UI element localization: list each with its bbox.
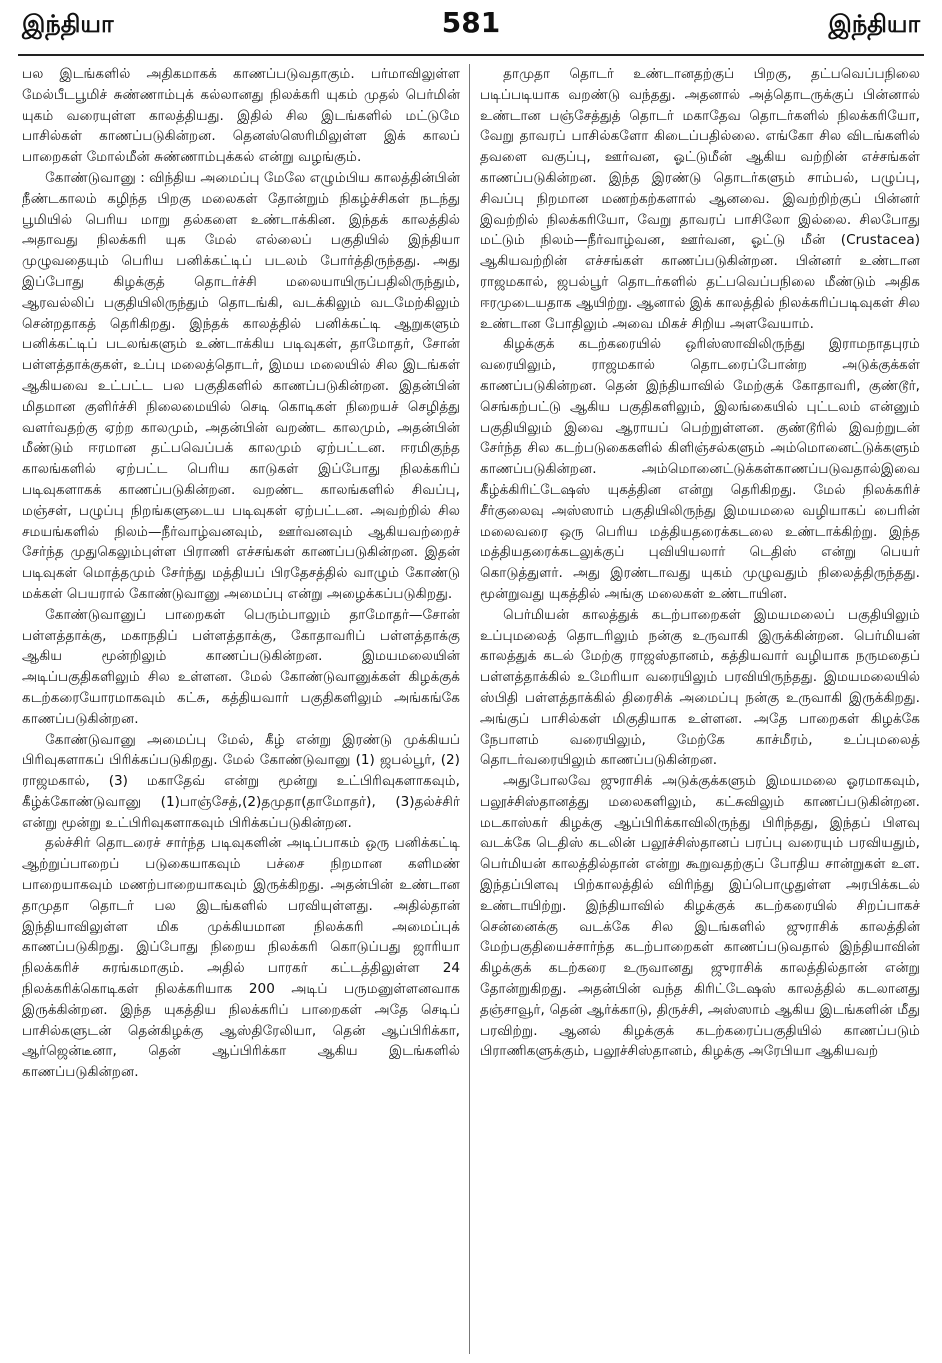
page-number: 581 (441, 6, 501, 39)
paragraph: அதுபோலவே ஜுராசிக் அடுக்குக்களும் இமயமலை ஓரமாகவும், பலூச்சிஸ்தானத்து மலைகளிலும், கட்சுவிலும் காணப்படுகின்றன. மடகாஸ்கர் கிழக்கு ஆப்பிரிக்காவிலிருந்து பிரிந்தது, இந்தப் பிளவு வடக்கே டெதிஸ் கடலின் பலூச்சிஸ்தானப் பரப்பு வரையும் பரவியதும், பெர்மியன் காலத்தில்தான் என்று கூறுவதற்குப் போதிய சான்றுகள் உள. இந்தப்பிளவு பிற்காலத்தில் விரிந்து இப்பொழுதுள்ள அரபிக்கடல் உண்டாயிற்று. இந்தியாவில் கிழக்குக் கடற்கரையில் சிறப்பாகச் சென்னைக்கு வடக்கே சில இடங்களில் ஜுராசிக் காலத்தின் மேற்பகுதியைச்சார்ந்த கடற்பாறைகள் காணப்படுவதால் இந்தியாவின் கிழக்குக் கடற்கரை உருவானது ஜுராசிக் காலத்தில்தான் என்று தோன்றுகிறது. அதன்பின் வந்த கிரிட்டேஷஸ் காலத்தில் கடலானது தஞ்சாவூர், தென் ஆர்க்காடு, திருச்சி, அஸ்ஸாம் ஆகிய இடங்களின் மீது பரவிற்று. ஆனல் கிழக்குக் கடற்கரைப்பகுதியில் காணப்படும் பிராணிகளுக்கும், பலூச்சிஸ்தானம், கிழக்கு அரேபியா ஆகியவற் (480, 773, 920, 1060)
right-column (480, 64, 920, 1354)
paragraph: பல இடங்களில் அதிகமாகக் காணப்படுவதாகும். பர்மாவிலுள்ள மேல்பீடபூமிச் சுண்ணாம்புக் கல்லானது நிலக்கரி யுகம் முதல் பெர்மின் யுகம் வரையுள்ள காலத்தியது. இதில் சில இடங்களில் மட்டுமே பாசில்கள் காணப்படுகின்றன. தெனஸ்ஸெரிமிலுள்ள இக் காலப் பாறைகள் மோல்மீன் சுண்ணாம்புக்கல் என்று வழங்கும். (22, 66, 460, 166)
paragraph: பெர்மியன் காலத்துக் கடற்பாறைகள் இமயமலைப் பகுதியிலும் உப்புமலைத் தொடரிலும் நன்கு உருவாகி இருக்கின்றன. பெர்மியன் காலத்துக் கடல் மேற்கு ராஜஸ்தானம், கத்தியவார் வழியாக நருமதைப் பள்ளத்தாக்கில் உமேரியா வரையிலும் பரவியிருந்தது. இமயமலையில் ஸ்பிதி பள்ளத்தாக்கில் திரைசிக் அமைப்பு நன்கு உருவாகி இருக்கிறது. அங்குப் பாசில்கள் மிகுதியாக உள்ளன. அதே பாறைகள் கிழக்கே நேபாளம் வரையிலும், மேற்கே காச்மீரம், உப்புமலைத் தொடர்வரையிலும் காணப்படுகின்றன. (480, 606, 920, 769)
paragraph: கோண்டுவானு : விந்திய அமைப்பு மேலே எழும்பிய காலத்தின்பின் நீண்டகாலம் கழிந்த பிறகு மலைகள் தோன்றும் நிகழ்ச்சிகள் நடந்து பூமியில் பெரிய மாறு தல்களை உண்டாக்கின. இந்தக் காலத்தில் அதாவது நிலக்கரி யுக மேல் எல்லைப் பகுதியில் இந்தியா முழுவதையும் பெரிய பனிக்கட்டிப் படலம் போர்த்திருந்தது. அது இப்போது கிழக்குத் தொடர்ச்சி மலையாயிருப்பதிலிருந்தும், ஆரவல்லிப் பகுதியிலிருந்தும் தொடங்கி, வடக்கிலும் வடமேற்கிலும் சென்றதாகத் தெரிகிறது. இந்தக் காலத்தில் பனிக்கட்டி ஆறுகளும் பனிக்கட்டிப் படலங்களும் உண்டாக்கிய படிவுகள், தாமோதர், சோன் பள்ளத்தாக்குகள், உப்பு மலைத்தொடர், இமய மலையில் சில இடங்கள் ஆகியவை உட்பட்ட பல பகுதிகளில் காணப்படுகின்றன. இதன்பின் மிதமான குளிர்ச்சி நிலைமையில் செடி கொடிகள் நிறையச் செழித்து வளர்வதற்கு ஏற்ற காலமும், அதன்பின் வறண்ட காலமும், அதன்பின் மீண்டும் ஈரமான தட்பவெப்பக் காலமும் ஏற்பட்டன. ஈரமிகுந்த காலங்களில் ஏற்பட்ட பெரிய காடுகள் இப்போது நிலக்கரிப் படிவுகளாகக் காணப்படுகின்றன. வறண்ட காலங்களில் சிவப்பு, மஞ்சள், பழுப்பு நிறங்களுடைய படிவுகள் ஏற்பட்டன. அவற்றில் சில சமயங்களில் நிலம்—நீர்வாழ்வனவும், ஊர்வனவும் ஆகியவற்றைச் சேர்ந்த முதுகெலும்புள்ள பிராணி எச்சங்கள் காணப்படுகின்றன. இதன் படிவுகள் மொத்தமும் சேர்ந்து மத்தியப் பிரதேசத்தில் வாழும் கோண்டு மக்கள் பெயரால் கோண்டுவானு அமைப்பு என்று அழைக்கப்படுகிறது. (22, 169, 460, 602)
left-column (22, 64, 460, 1354)
running-title-right: இந்தியா (828, 10, 920, 38)
paragraph: கோண்டுவானுப் பாறைகள் பெரும்பாலும் தாமோதர்—சோன் பள்ளத்தாக்கு, மகாநதிப் பள்ளத்தாக்கு, கோதாவரிப் பள்ளத்தாக்கு ஆகிய மூன்றிலும் காணப்படுகின்றன. இமயமலையின் அடிப்பகுதிகளிலும் சில உள்ளன. மேல் கோண்டுவானுக்கள் கிழக்குக் கடற்கரையோரமாகவும் கட்சு, கத்தியவார் பகுதிகளிலும் அங்கங்கே காணப்படுகின்றன. (22, 606, 460, 727)
paragraph: கோண்டுவானு அமைப்பு மேல், கீழ் என்று இரண்டு முக்கியப் பிரிவுகளாகப் பிரிக்கப்படுகிறது. மேல் கோண்டுவானு (1) ஜபல்பூர், (2) ராஜமகால், (3) மகாதேவ் என்று மூன்று உட்பிரிவுகளாகவும், கீழ்க்கோண்டுவானு (1)பாஞ்சேத்,(2)தமுதா(தாமோதர்), (3)தல்ச்சிர் என்று மூன்று உட்பிரிவுகளாகவும் பிரிக்கப்படுகின்றன. (22, 731, 460, 831)
paragraph: கிழக்குக் கடற்கரையில் ஒரிஸ்ஸாவிலிருந்து இராமநாதபுரம் வரையிலும், ராஜமகால் தொடரைப்போன்ற அடுக்குக்கள் காணப்படுகின்றன. தென் இந்தியாவில் மேற்குக் கோதாவரி, குண்டூர், செங்கற்பட்டு ஆகிய பகுதிகளிலும், இலங்கையில் புட்டலம் என்னும் பகுதியிலும் இவை ஆராயப் பெற்றுள்ளன. குண்டூரில் இவற்றுடன் சேர்ந்த சில கடற்படுகைகளில் கிளிஞ்சல்களும் அம்மொனைட்டுக்களும் காணப்படுகின்றன. அம்மொனைட்டுக்கள்காணப்படுவதால்இவை கீழ்க்கிரிட்டேஷஸ் யுகத்தின என்று தெரிகிறது. மேல் நிலக்கரிச் சீர்குலைவு அஸ்ஸாம் பகுதியிலிருந்து இமயமலை வழியாகப் பைரின் மலைவரை ஒரு பெரிய மத்தியதரைக்கடலை உண்டாக்கிற்று. இந்த மத்தியதரைக்கடலுக்குப் புவியியலார் டெதிஸ் என்று பெயர் கொடுத்துளர். அது இரண்டாவது யுகம் முழுவதும் நிலைத்திருந்தது. மூன்றுவது யுகத்தில் அங்கு மலைகள் உண்டாயின. (480, 336, 920, 602)
running-title-left: இந்தியா (22, 10, 114, 38)
paragraph: தாமுதா தொடர் உண்டானதற்குப் பிறகு, தட்பவெப்பநிலை படிப்படியாக வறண்டு வந்தது. அதனால் அத்தொடருக்குப் பின்னால் உண்டான பஞ்சேத்துத் தொடர் மகாதேவ தொடர்களில் நிலக்கரியோ, வேறு தாவரப் பாசில்களோ கிடைப்பதில்லை. எங்கோ சில விடங்களில் தவளை வகுப்பு, ஊர்வன, ஓட்டுமீன் ஆகிய வற்றின் எச்சங்கள் காணப்படுகின்றன. இந்த இரண்டு தொடர்களும் சாம்பல், பழுப்பு, சிவப்பு நிறமான மணற்கற்களால் ஆனவை. இவற்றிற்குப் பின்னர் இவற்றில் நிலக்கரியோ, வேறு தாவரப் பாசிலோ இல்லை. சிலபோது மட்டும் நிலம்—நீர்வாழ்வன, ஊர்வன, ஓட்டு மீன் (Crustacea) ஆகியவற்றின் எச்சங்கள் காணப்படுகின்றன. பின்னர் உண்டான ராஜமகால், ஜபல்பூர் தொடர்களில் தட்பவெப்பநிலை மீண்டும் அதிக ஈரமுடையதாக ஆயிற்று. ஆனால் இக் காலத்தில் நிலக்கரிப்படிவுகள் சில உண்டான போதிலும் அவை மிகச் சிறிய அளவேயாம். (480, 66, 920, 332)
header-rule (18, 54, 924, 56)
page-header (0, 0, 942, 62)
column-divider (469, 64, 470, 1354)
paragraph: தல்ச்சிர் தொடரைச் சார்ந்த படிவுகளின் அடிப்பாகம் ஒரு பனிக்கட்டி ஆற்றுப்பாறைப் படுகையாகவும் பச்சை நிறமான களிமண் பாறையாகவும் மணற்பாறையாகவும் இருக்கிறது. அதன்பின் உண்டான தாமுதா தொடர் பல இடங்களில் பரவியுள்ளது. அதில்தான் இந்தியாவிலுள்ள மிக முக்கியமான நிலக்கரி அமைப்புக் காணப்படுகிறது. இப்போது நிறைய நிலக்கரி கொடுப்பது ஜாரியா நிலக்கரிச் சுரங்கமாகும். அதில் பாரகர் கட்டத்திலுள்ள 24 நிலக்கரிக்கொடிகள் நிலக்கரியாக 200 அடிப் பருமனுள்ளனவாக இருக்கின்றன. இந்த யுகத்திய நிலக்கரிப் பாறைகள் அதே செடிப் பாசில்களுடன் தென்கிழக்கு ஆஸ்திரேலியா, தென் ஆப்பிரிக்கா, ஆர்ஜென்டீனா, தென் ஆப்பிரிக்கா ஆகிய இடங்களில் காணப்படுகின்றன. (22, 835, 460, 1081)
